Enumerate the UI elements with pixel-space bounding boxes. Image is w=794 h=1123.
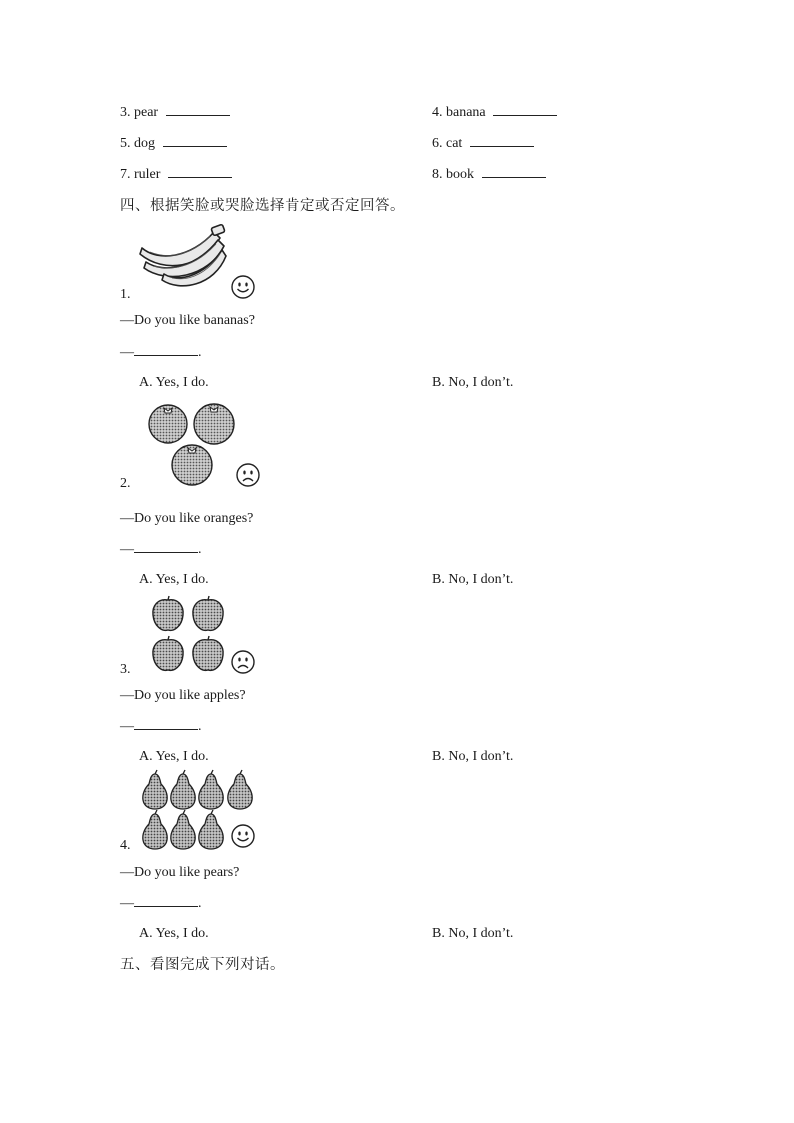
- question-number: 1.: [120, 287, 131, 302]
- answer-dash: —: [120, 896, 134, 911]
- answer-dash: —: [120, 345, 134, 360]
- answer-period: .: [198, 345, 202, 360]
- question-text: —Do you like pears?: [120, 865, 240, 880]
- vocab-word: cat: [446, 136, 463, 151]
- item-number: 5.: [120, 136, 131, 151]
- option-b[interactable]: B. No, I don’t.: [432, 572, 514, 587]
- answer-period: .: [198, 542, 202, 557]
- section-heading: 五、看图完成下列对话。: [120, 957, 285, 973]
- vocab-word: pear: [134, 105, 159, 120]
- answer-blank[interactable]: [482, 166, 546, 178]
- option-a[interactable]: A. Yes, I do.: [139, 926, 209, 941]
- answer-blank[interactable]: [134, 541, 198, 553]
- answer-period: .: [198, 719, 202, 734]
- vocab-item: [120, 135, 227, 153]
- question-number: 4.: [120, 838, 131, 853]
- option-b[interactable]: B. No, I don’t.: [432, 749, 514, 764]
- answer-line: [120, 895, 202, 913]
- section-heading: 四、根据笑脸或哭脸选择肯定或否定回答。: [120, 198, 405, 214]
- vocab-item: [120, 104, 230, 122]
- answer-blank[interactable]: [134, 718, 198, 730]
- option-a[interactable]: A. Yes, I do.: [139, 749, 209, 764]
- option-a[interactable]: A. Yes, I do.: [139, 375, 209, 390]
- frown-face-icon: [236, 463, 260, 487]
- answer-line: [120, 344, 202, 362]
- option-b[interactable]: B. No, I don’t.: [432, 375, 514, 390]
- answer-dash: —: [120, 542, 134, 557]
- vocab-word: book: [446, 167, 474, 182]
- item-number: 4.: [432, 105, 443, 120]
- answer-blank[interactable]: [166, 104, 230, 116]
- smile-face-icon: [231, 275, 255, 299]
- vocab-item: [432, 104, 557, 122]
- vocab-word: ruler: [134, 167, 161, 182]
- frown-face-icon: [231, 650, 255, 674]
- answer-dash: —: [120, 719, 134, 734]
- vocab-word: banana: [446, 105, 486, 120]
- answer-blank[interactable]: [134, 895, 198, 907]
- smile-face-icon: [231, 824, 255, 848]
- vocab-item: [432, 166, 546, 184]
- item-number: 3.: [120, 105, 131, 120]
- answer-blank[interactable]: [163, 135, 227, 147]
- answer-blank[interactable]: [168, 166, 232, 178]
- bananas-picture: [136, 222, 230, 288]
- oranges-picture: [144, 404, 240, 486]
- answer-line: [120, 718, 202, 736]
- item-number: 6.: [432, 136, 443, 151]
- vocab-item: [432, 135, 534, 153]
- question-text: —Do you like apples?: [120, 688, 246, 703]
- item-number: 8.: [432, 167, 443, 182]
- option-b[interactable]: B. No, I don’t.: [432, 926, 514, 941]
- question-number: 2.: [120, 476, 131, 491]
- vocab-item: [120, 166, 232, 184]
- apples-picture: [150, 596, 230, 676]
- answer-period: .: [198, 896, 202, 911]
- question-text: —Do you like bananas?: [120, 313, 255, 328]
- answer-blank[interactable]: [134, 344, 198, 356]
- question-text: —Do you like oranges?: [120, 511, 254, 526]
- item-number: 7.: [120, 167, 131, 182]
- answer-line: [120, 541, 202, 559]
- answer-blank[interactable]: [470, 135, 534, 147]
- vocab-word: dog: [134, 136, 155, 151]
- option-a[interactable]: A. Yes, I do.: [139, 572, 209, 587]
- question-number: 3.: [120, 662, 131, 677]
- answer-blank[interactable]: [493, 104, 557, 116]
